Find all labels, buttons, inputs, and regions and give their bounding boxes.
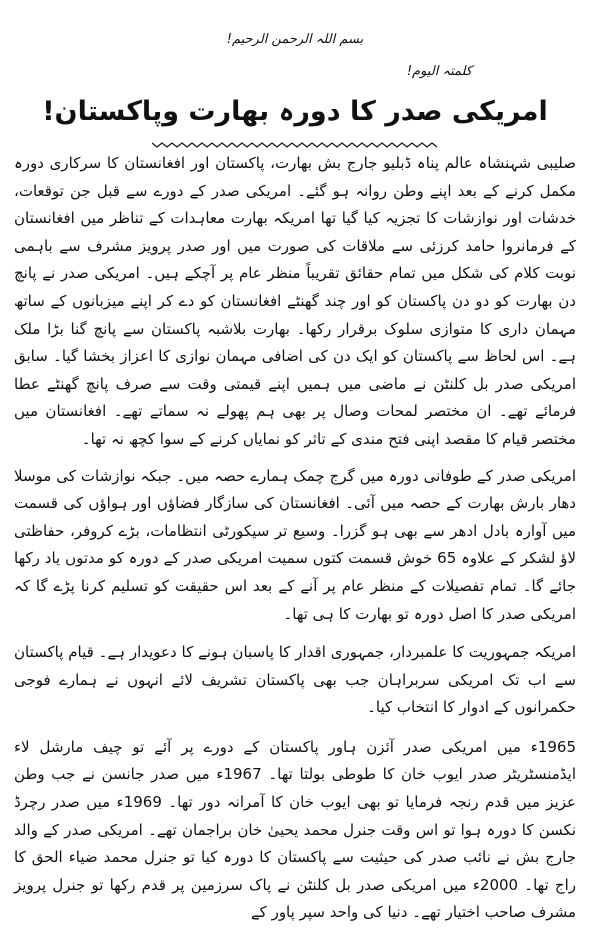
article-title: امریکی صدر کا دورہ بھارت وپاکستان! xyxy=(42,96,548,127)
title-underline-decoration xyxy=(152,142,438,148)
article-paragraph-1: صلیبی شہنشاہ عالم پناہ ڈبلیو جارج بش بھارت، پاکستان اور افغانستان کا سرکاری دورہ مکمل کرنے کے بعد اپنے وطن روانہ ہو گئے۔ امریکی صدر کے دورے سے قبل جن توقعات، خدشات اور نوازشات کا تجزیہ کیا گیا تھا امریکہ بھارت معاہدات کے تناظر میں افغانستان کے فرمانروا حامد کرزئی سے ملاقات کی صورت میں اور صدر پرویز مشرف سے باہمی نوبت کلام کی شکل میں تمام حقائق تقریباً منظر عام پر آچکے ہیں۔ امریکی صدر نے پانچ دن بھارت کو دو دن پاکستان کو اور چند گھنٹے افغانستان کو دے کر اپنے میزبانوں کے ساتھ مہمان داری کا متوازی سلوک برقرار رکھا۔ بھارت بلاشبہ پاکستان سے پانچ گنا بڑا ملک ہے۔ اس لحاظ سے پاکستان کو ایک دن کی اضافی مہمان نوازی کا اعزاز بخشا گیا۔ سابق امریکی صدر بل کلنٹن نے ماضی میں ہمیں اپنے قیمتی وقت سے صرف پانچ گھنٹے عطا فرمائے تھے۔ ان مختصر لمحات وصال پر بھی ہم پھولے نہ سماتے تھے۔ افغانستان میں مختصر قیام کا مقصد اپنی فتح مندی کے تاثر کو نمایاں کرنے کے سوا کچھ نہ تھا۔ xyxy=(14,154,576,448)
article-paragraph-2: امریکی صدر کے طوفانی دورہ میں گرج چمک ہمارے حصہ میں۔ جبکہ نوازشات کی موسلا دھار بارش بھارت کے حصہ میں آئی۔ افغانستان کی سازگار فضاؤں اور ہواؤں کی قسمت میں آوارہ بادل ادھر سے بھی ہو گزرا۔ وسیع تر سیکورٹی انتظامات، بڑے کروفر، حفاظتی لاؤ لشکر کے علاوہ 65 خوش قسمت کتوں سمیت امریکی صدر کے دورہ کو مدتوں یاد رکھا جائے گا۔ تمام تفصیلات کے منظر عام پر آنے کے بعد اس حقیقت کو تسلیم کرنا پڑے گا کہ امریکی صدر کا اصل دورہ تو بھارت کا ہی تھا۔ xyxy=(14,466,576,623)
bismillah-heading: بسم اللہ الرحمن الرحیم! xyxy=(226,32,364,47)
article-body xyxy=(14,150,576,939)
article-paragraph-4: 1965ء میں امریکی صدر آئزن ہاور پاکستان کے دورے پر آئے تو چیف مارشل لاء ایڈمنسٹریٹر صدر ایوب خان کا طوطی بولتا تھا۔ 1967ء میں صدر جانسن نے جب وطن عزیز میں قدم رنجہ فرمایا تو بھی ایوب خان کا آمرانہ دور تھا۔ 1969ء میں صدر رچرڈ نکسن کا دورہ ہوا تو اس وقت جنرل محمد یحییٰ خان براجمان تھے۔ امریکی صدر کے والد جارج بش نے نائب صدر کی حیثیت سے پاکستان کا دورہ کیا تو جنرل محمد ضیاء الحق کا راج تھا۔ 2000ء میں امریکی صدر بل کلنٹن نے پاک سرزمین پر قدم رکھا تو جنرل پرویز مشرف صاحب اختیار تھے۔ دنیا کی واحد سپر پاور کے xyxy=(14,737,577,922)
article-paragraph-3: امریکہ جمہوریت کا علمبردار، جمہوری اقدار کا پاسبان ہونے کا دعویدار ہے۔ قیام پاکستان سے اب تک امریکی سربراہان جب بھی پاکستان تشریف لائے انہوں نے ہمارے فوجی حکمرانوں کے ادوار کا انتخاب کیا۔ xyxy=(14,643,576,717)
section-label: کلمتہ الیوم! xyxy=(406,64,472,79)
